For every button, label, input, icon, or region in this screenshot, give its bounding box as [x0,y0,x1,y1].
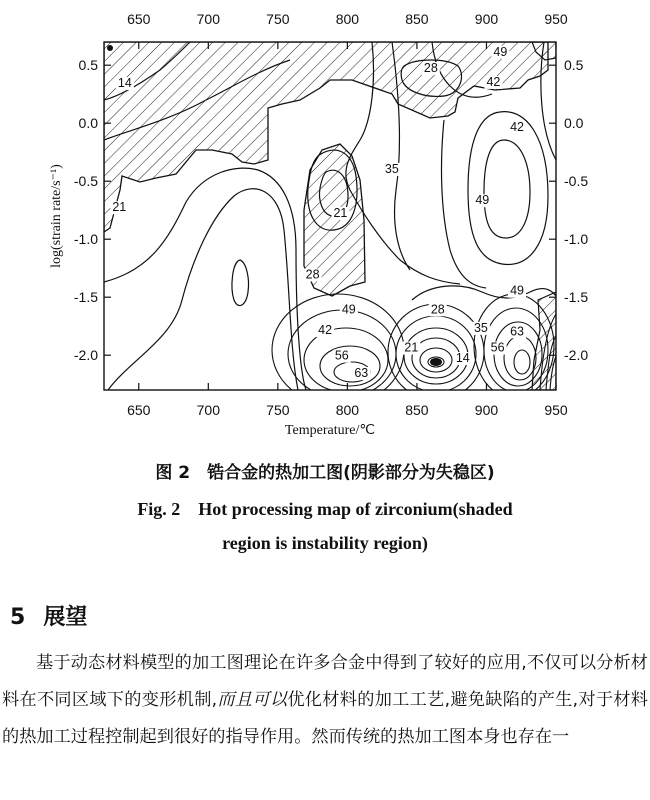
contour-label: 42 [510,120,525,135]
contour-label: 56 [490,340,505,355]
contour-label: 49 [341,302,356,317]
x-tick-label-bottom: 950 [544,402,568,418]
x-tick-label-bottom: 900 [474,402,499,418]
contour-label: 14 [117,76,132,91]
x-tick-label-top: 800 [335,11,360,27]
y-tick-label-left: 0.5 [78,57,98,74]
section-number: 5 [10,605,26,630]
contour-left-ellipse [232,260,249,306]
minimum-marker [430,358,442,366]
section-title: 展望 [43,605,88,630]
y-tick-label-left: -0.5 [73,173,98,190]
y-tick-label-right: -0.5 [564,173,589,190]
figure-caption-english-line1: Fig. 2 Hot processing map of zirconium(shaded [137,499,513,519]
contour-label: 28 [430,302,445,317]
contour-right-ellipse-inner [484,140,530,238]
section-heading [10,600,87,631]
contour-label: 63 [510,324,525,339]
x-tick-label-top: 850 [405,11,429,27]
corner-marker [107,45,113,51]
y-tick-label-right: -2.0 [564,347,589,364]
y-tick-label-right: -1.0 [564,231,589,248]
contour-label: 14 [455,351,470,365]
x-axis-title: Temperature/℃ [284,423,376,438]
paragraph-part-3: 优化材料的加工工艺,避免缺陷的产生,对于材料的热加工过程控制起到很好的指导作用。然而传统的热加工图本身也存在一 [2,690,648,747]
x-tick-label-top: 700 [196,11,220,27]
y-tick-label-left: -1.0 [73,231,98,248]
contour-label: 21 [333,206,348,220]
x-tick-label-bottom: 800 [335,402,360,418]
figure-caption-english [80,492,570,560]
x-tick-label-top: 650 [127,11,151,27]
figure-caption-chinese: 图 2 锆合金的热加工图(阴影部分为失稳区) [155,463,495,483]
x-tick-label-bottom: 850 [405,402,429,418]
contour-right-ellipse-outer [468,112,548,265]
body-paragraph [2,645,648,756]
paragraph-part-2: 而且可以 [217,690,288,710]
y-tick-label-left: -2.0 [73,347,98,364]
x-tick-label-top: 900 [474,11,499,27]
contour-label: 28 [423,61,438,75]
paragraph-part-1: 基于动态材料模型的加工图理论在许多合金中得到了较好的应用,不仅可以分析材料在不同区域下的变形机制, [2,653,648,710]
contour-label: 49 [510,283,525,298]
y-tick-label-right: 0.5 [564,57,584,74]
x-tick-label-top: 750 [266,11,290,27]
contour-label: 49 [493,44,508,59]
y-axis-title: log(strain rate/s⁻¹) [49,164,64,268]
figure-caption-english-line2: region is instability region) [222,533,428,553]
contour-label: 28 [305,267,320,282]
contour-left-inner [108,189,298,390]
y-tick-label-left: -1.5 [73,289,98,306]
contour-label: 35 [384,161,399,176]
x-tick-label-top: 950 [544,11,568,27]
contour-label: 35 [473,320,488,335]
x-tick-label-bottom: 750 [266,402,290,418]
contour-label: 63 [354,366,369,381]
contour-label: 42 [486,74,501,89]
y-tick-label-right: -1.5 [564,289,589,306]
contour-label: 49 [475,193,490,208]
contour-label: 21 [112,200,127,215]
y-tick-label-left: 0.0 [78,115,98,132]
x-tick-label-bottom: 650 [127,402,151,418]
contour-label: 42 [318,323,333,338]
y-tick-label-right: 0.0 [564,115,584,132]
contour-label: 21 [404,340,419,355]
contour-label: 56 [334,348,349,363]
x-tick-label-bottom: 700 [196,402,220,418]
